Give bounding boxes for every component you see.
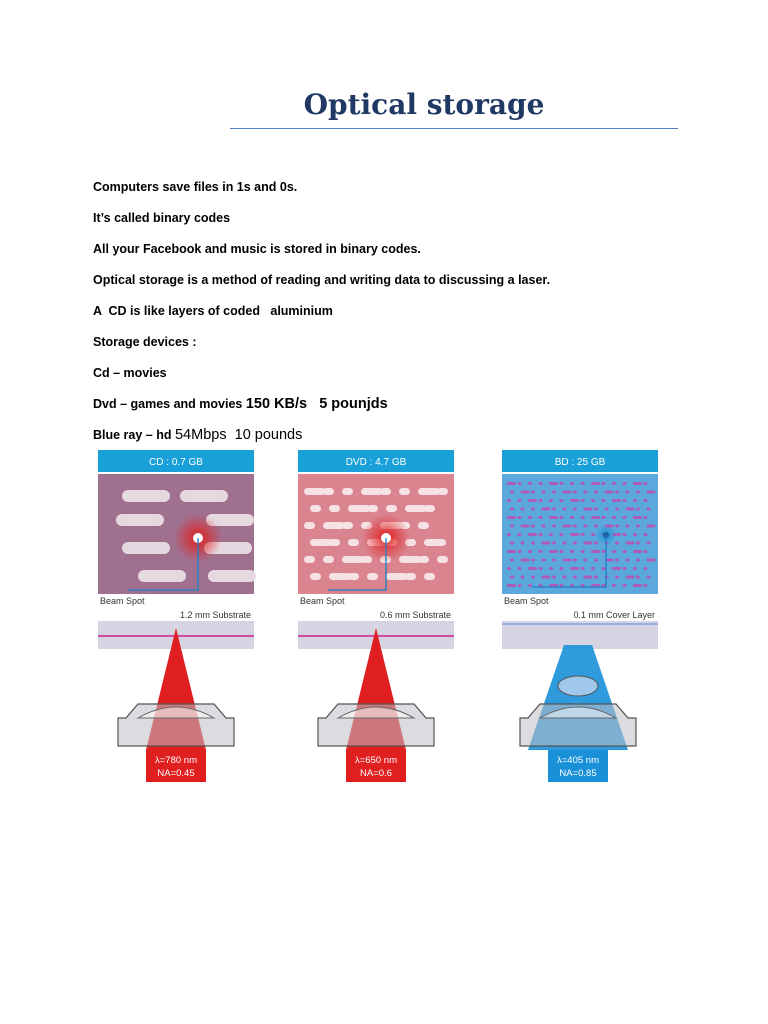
pit xyxy=(633,567,637,570)
pit xyxy=(518,550,522,553)
pit xyxy=(591,499,595,502)
pit xyxy=(623,567,627,570)
pit xyxy=(507,550,516,553)
objective-lens xyxy=(118,704,234,746)
layer-label: 0.1 mm Cover Layer xyxy=(573,610,655,620)
pit xyxy=(647,576,651,579)
pit xyxy=(633,516,642,519)
pit xyxy=(549,550,558,553)
pit xyxy=(518,533,522,536)
pit xyxy=(528,567,537,570)
pit xyxy=(570,516,574,519)
pit xyxy=(528,516,532,519)
pit xyxy=(563,576,567,579)
pit xyxy=(570,550,574,553)
pit xyxy=(361,488,383,495)
pit xyxy=(323,556,334,563)
pit xyxy=(573,508,577,511)
pit xyxy=(507,499,511,502)
pit xyxy=(542,576,551,579)
pit xyxy=(615,559,619,562)
pit xyxy=(518,499,522,502)
pit xyxy=(602,550,606,553)
pit xyxy=(552,542,556,545)
pit xyxy=(518,516,522,519)
pit xyxy=(563,542,567,545)
pit xyxy=(636,508,640,511)
pit xyxy=(418,556,429,563)
pit xyxy=(615,508,619,511)
pit xyxy=(584,508,593,511)
pit xyxy=(581,533,585,536)
pit xyxy=(510,508,514,511)
pit xyxy=(623,584,627,587)
pit xyxy=(304,522,315,529)
pit xyxy=(594,491,598,494)
objective-lens xyxy=(318,704,434,746)
pit xyxy=(623,550,627,553)
pit xyxy=(528,584,532,587)
pit xyxy=(531,525,535,528)
pit xyxy=(122,542,170,554)
pit xyxy=(612,516,616,519)
pit xyxy=(573,576,577,579)
pit xyxy=(647,525,656,528)
pit xyxy=(602,499,606,502)
pit xyxy=(542,508,551,511)
dvd-speed: 150 KB/s xyxy=(245,396,308,412)
pit xyxy=(531,542,535,545)
pit xyxy=(348,505,370,512)
pit xyxy=(563,491,572,494)
pit xyxy=(542,525,546,528)
pit xyxy=(552,491,556,494)
beam-spot-label: Beam Spot xyxy=(100,596,145,606)
pit xyxy=(647,542,651,545)
pit xyxy=(636,525,640,528)
pit xyxy=(542,491,546,494)
pit xyxy=(591,533,595,536)
pit xyxy=(510,525,514,528)
pit xyxy=(310,539,332,546)
pit xyxy=(584,559,588,562)
pit xyxy=(310,505,321,512)
pit xyxy=(180,490,228,502)
pit xyxy=(531,576,535,579)
pit xyxy=(636,559,640,562)
pit xyxy=(323,522,345,529)
pit xyxy=(594,542,598,545)
disc-diagram-svg xyxy=(98,450,254,795)
blueray-prefix: Blue ray – hd xyxy=(93,428,175,442)
pit xyxy=(647,508,651,511)
pit xyxy=(386,573,408,580)
pit xyxy=(612,482,616,485)
pit xyxy=(539,550,543,553)
pit xyxy=(560,567,564,570)
pit xyxy=(539,499,543,502)
pit xyxy=(581,516,585,519)
layer-label: 1.2 mm Substrate xyxy=(179,610,251,620)
pit xyxy=(521,525,530,528)
pit xyxy=(612,584,616,587)
pit xyxy=(138,570,186,582)
pit xyxy=(615,491,619,494)
pit xyxy=(573,525,577,528)
pit xyxy=(581,482,585,485)
pit xyxy=(644,550,648,553)
pit xyxy=(518,584,522,587)
pit xyxy=(626,508,635,511)
pit xyxy=(570,499,579,502)
text-line: Cd – movies xyxy=(93,366,167,380)
pit xyxy=(521,559,530,562)
pit xyxy=(594,525,598,528)
pit xyxy=(510,559,514,562)
pit xyxy=(521,491,530,494)
pit xyxy=(348,539,359,546)
pit xyxy=(405,505,427,512)
wavelength-label: λ=780 nm xyxy=(155,755,197,766)
pit xyxy=(644,567,648,570)
pit xyxy=(507,516,516,519)
pit xyxy=(507,533,511,536)
pit xyxy=(626,491,630,494)
pit xyxy=(644,584,648,587)
pit xyxy=(399,556,421,563)
pit xyxy=(581,550,585,553)
pit xyxy=(560,550,564,553)
pit xyxy=(552,508,556,511)
dvd-prefix: Dvd – games and movies xyxy=(93,397,246,411)
pit xyxy=(424,505,435,512)
pit xyxy=(304,488,326,495)
pit xyxy=(626,525,630,528)
pit xyxy=(560,516,564,519)
dvd-price: 5 pounjds xyxy=(319,396,388,412)
pit xyxy=(626,559,630,562)
pit xyxy=(122,490,170,502)
pit xyxy=(647,491,656,494)
pit xyxy=(633,533,637,536)
pit xyxy=(570,567,579,570)
beam-spot-label: Beam Spot xyxy=(300,596,345,606)
capacity-label: DVD : 4.7 GB xyxy=(345,457,407,468)
pit xyxy=(549,516,558,519)
pit xyxy=(399,488,410,495)
pit xyxy=(584,542,593,545)
wavelength-label: λ=650 nm xyxy=(355,755,397,766)
pit xyxy=(563,525,572,528)
cd-diagram xyxy=(98,450,254,795)
text-line: Optical storage is a method of reading and writing data to discussing a laser. xyxy=(93,273,551,287)
dvd-diagram xyxy=(298,450,454,795)
pit xyxy=(591,482,600,485)
pit xyxy=(510,542,514,545)
pit xyxy=(342,522,353,529)
pit xyxy=(528,482,532,485)
pit xyxy=(549,567,553,570)
pit xyxy=(342,556,364,563)
beam-spot-label: Beam Spot xyxy=(504,596,549,606)
pit xyxy=(386,505,397,512)
pit xyxy=(594,559,598,562)
pit xyxy=(591,516,600,519)
pit xyxy=(612,550,616,553)
pit xyxy=(323,488,334,495)
pit xyxy=(367,573,378,580)
pit xyxy=(329,539,340,546)
pit xyxy=(563,559,572,562)
substrate-layer xyxy=(502,621,658,649)
disc-diagram-svg xyxy=(502,450,658,795)
pit xyxy=(367,505,378,512)
pit xyxy=(528,499,537,502)
pit xyxy=(510,576,514,579)
pit xyxy=(510,491,514,494)
pit xyxy=(636,542,640,545)
pit xyxy=(644,516,648,519)
pit xyxy=(581,499,585,502)
layer-label: 0.6 mm Substrate xyxy=(379,610,451,620)
pit xyxy=(602,567,606,570)
pit xyxy=(424,573,435,580)
pit xyxy=(329,505,340,512)
numerical-aperture-label: NA=0.45 xyxy=(157,768,195,779)
pit xyxy=(437,488,448,495)
blueray-line xyxy=(93,427,302,443)
pit xyxy=(626,542,635,545)
pit xyxy=(539,482,543,485)
pit xyxy=(208,570,256,582)
pit xyxy=(549,482,558,485)
pit xyxy=(342,488,353,495)
pit xyxy=(380,488,391,495)
pit xyxy=(602,516,606,519)
pit xyxy=(507,584,516,587)
pit xyxy=(573,559,577,562)
pit xyxy=(528,533,537,536)
pit xyxy=(633,584,642,587)
pit xyxy=(418,488,440,495)
pit xyxy=(584,525,588,528)
text-line: It’s called binary codes xyxy=(93,211,231,225)
pit xyxy=(552,576,556,579)
pit xyxy=(405,573,416,580)
pit xyxy=(528,550,532,553)
objective-lens xyxy=(520,676,636,746)
pit xyxy=(424,539,446,546)
pit xyxy=(329,573,351,580)
pit xyxy=(615,576,619,579)
pit xyxy=(605,508,609,511)
pit xyxy=(570,533,579,536)
pit xyxy=(594,576,598,579)
pit xyxy=(644,499,648,502)
pit xyxy=(507,567,511,570)
pit xyxy=(605,491,614,494)
pit xyxy=(612,499,621,502)
pit xyxy=(647,559,656,562)
pit xyxy=(623,499,627,502)
capacity-label: CD : 0.7 GB xyxy=(149,457,203,468)
pit xyxy=(116,514,164,526)
pit xyxy=(521,542,525,545)
pit xyxy=(612,567,621,570)
title-underline xyxy=(230,128,678,129)
pit xyxy=(518,482,522,485)
pit xyxy=(521,508,525,511)
pit xyxy=(560,499,564,502)
pit xyxy=(615,525,619,528)
pit xyxy=(552,525,556,528)
pit xyxy=(591,550,600,553)
pit xyxy=(623,533,627,536)
pit xyxy=(507,482,516,485)
pit xyxy=(437,556,448,563)
pit xyxy=(539,567,543,570)
pit xyxy=(615,542,619,545)
text-line: All your Facebook and music is stored in binary codes. xyxy=(93,242,421,256)
pit xyxy=(633,482,642,485)
pit xyxy=(539,516,543,519)
pit xyxy=(584,491,588,494)
pit xyxy=(573,542,577,545)
pit xyxy=(552,559,556,562)
pit xyxy=(539,533,543,536)
pit xyxy=(573,491,577,494)
pit xyxy=(518,567,522,570)
pit xyxy=(623,516,627,519)
blueray-speed: 54Mbps xyxy=(174,427,227,443)
pit xyxy=(531,559,535,562)
pit xyxy=(549,533,553,536)
page-title: Optical storage xyxy=(303,88,545,121)
pit xyxy=(563,508,567,511)
pit xyxy=(521,576,525,579)
pit xyxy=(549,499,553,502)
numerical-aperture-label: NA=0.6 xyxy=(360,768,392,779)
pit xyxy=(560,533,564,536)
wavelength-label: λ=405 nm xyxy=(557,755,599,766)
dvd-line xyxy=(93,396,388,412)
pit xyxy=(310,573,321,580)
pit xyxy=(542,542,551,545)
blueray-price: 10 pounds xyxy=(234,427,303,443)
pit xyxy=(531,491,535,494)
pit xyxy=(304,556,315,563)
pit xyxy=(584,576,593,579)
bd-diagram xyxy=(502,450,658,795)
pit xyxy=(633,499,637,502)
pit xyxy=(581,567,585,570)
pit xyxy=(348,573,359,580)
pit xyxy=(644,533,648,536)
pit xyxy=(531,508,535,511)
disc-diagram-svg xyxy=(298,450,454,795)
pit xyxy=(644,482,648,485)
pit xyxy=(418,522,429,529)
text-line: Computers save files in 1s and 0s. xyxy=(93,180,298,194)
capacity-label: BD : 25 GB xyxy=(554,457,606,468)
numerical-aperture-label: NA=0.85 xyxy=(559,768,597,779)
pit xyxy=(570,482,574,485)
pit xyxy=(594,508,598,511)
text-line: A CD is like layers of coded aluminium xyxy=(93,304,333,318)
pit xyxy=(623,482,627,485)
pit xyxy=(591,567,595,570)
pit xyxy=(636,491,640,494)
pit xyxy=(602,482,606,485)
pit xyxy=(636,576,640,579)
pit xyxy=(626,576,635,579)
text-line: Storage devices : xyxy=(93,335,197,349)
pit xyxy=(542,559,546,562)
lens-top-element xyxy=(558,676,598,696)
pit xyxy=(361,556,372,563)
pit xyxy=(633,550,642,553)
pit xyxy=(560,482,564,485)
